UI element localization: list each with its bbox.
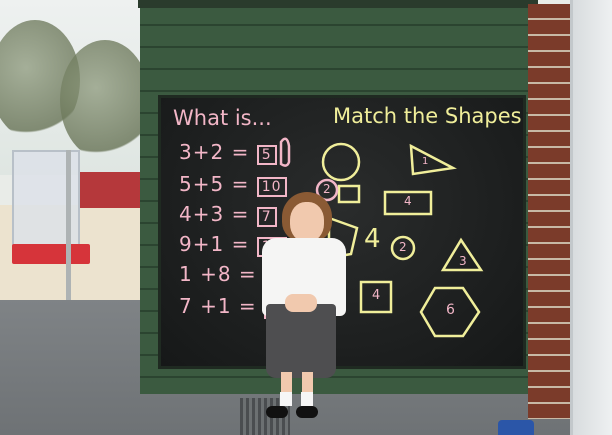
square-shape — [339, 186, 359, 202]
equation-expression: 5+5 = — [179, 172, 250, 196]
triangle-shape — [411, 146, 453, 174]
shed-roof — [138, 0, 538, 8]
answer-box: 7 — [257, 207, 277, 227]
blue-object — [498, 420, 534, 435]
triangle-label: 1 — [422, 156, 429, 167]
equation-expression: 3+2 = — [179, 140, 250, 164]
pink-circle-label: 2 — [323, 182, 331, 196]
child-shoe — [296, 406, 318, 418]
metal-rail — [66, 150, 71, 310]
equation-expression: 9+1 = — [179, 232, 250, 256]
tree — [60, 40, 150, 160]
child-sock — [280, 392, 292, 406]
small-circle-label: 2 — [399, 240, 407, 254]
rectangle-label: 4 — [404, 194, 412, 208]
answer-box: 10 — [257, 177, 287, 197]
child-face — [290, 202, 324, 242]
answer-box: 5 — [257, 145, 277, 165]
equation-expression: 4+3 = — [179, 202, 250, 226]
triangle-right-label: 3 — [459, 254, 467, 268]
circle-shape — [323, 144, 359, 180]
pink-scribble — [281, 139, 289, 166]
left-heading: What is... — [173, 106, 272, 130]
equation-expression: 7 +1 = — [179, 294, 257, 318]
big-number: 4 — [364, 224, 381, 254]
child-skirt — [266, 304, 336, 378]
equation-expression: 1 +8 = — [179, 262, 257, 286]
right-heading: Match the Shapes — [333, 104, 522, 128]
child-shoe — [266, 406, 288, 418]
red-panel — [78, 172, 146, 208]
door — [570, 0, 612, 435]
child-hands — [285, 294, 317, 312]
child-sock — [301, 392, 313, 406]
square-bottom-label: 4 — [372, 288, 381, 303]
chalkboard — [158, 95, 526, 369]
red-tray — [12, 244, 90, 264]
hexagon-label: 6 — [446, 302, 455, 318]
shapes-drawing — [161, 98, 523, 366]
